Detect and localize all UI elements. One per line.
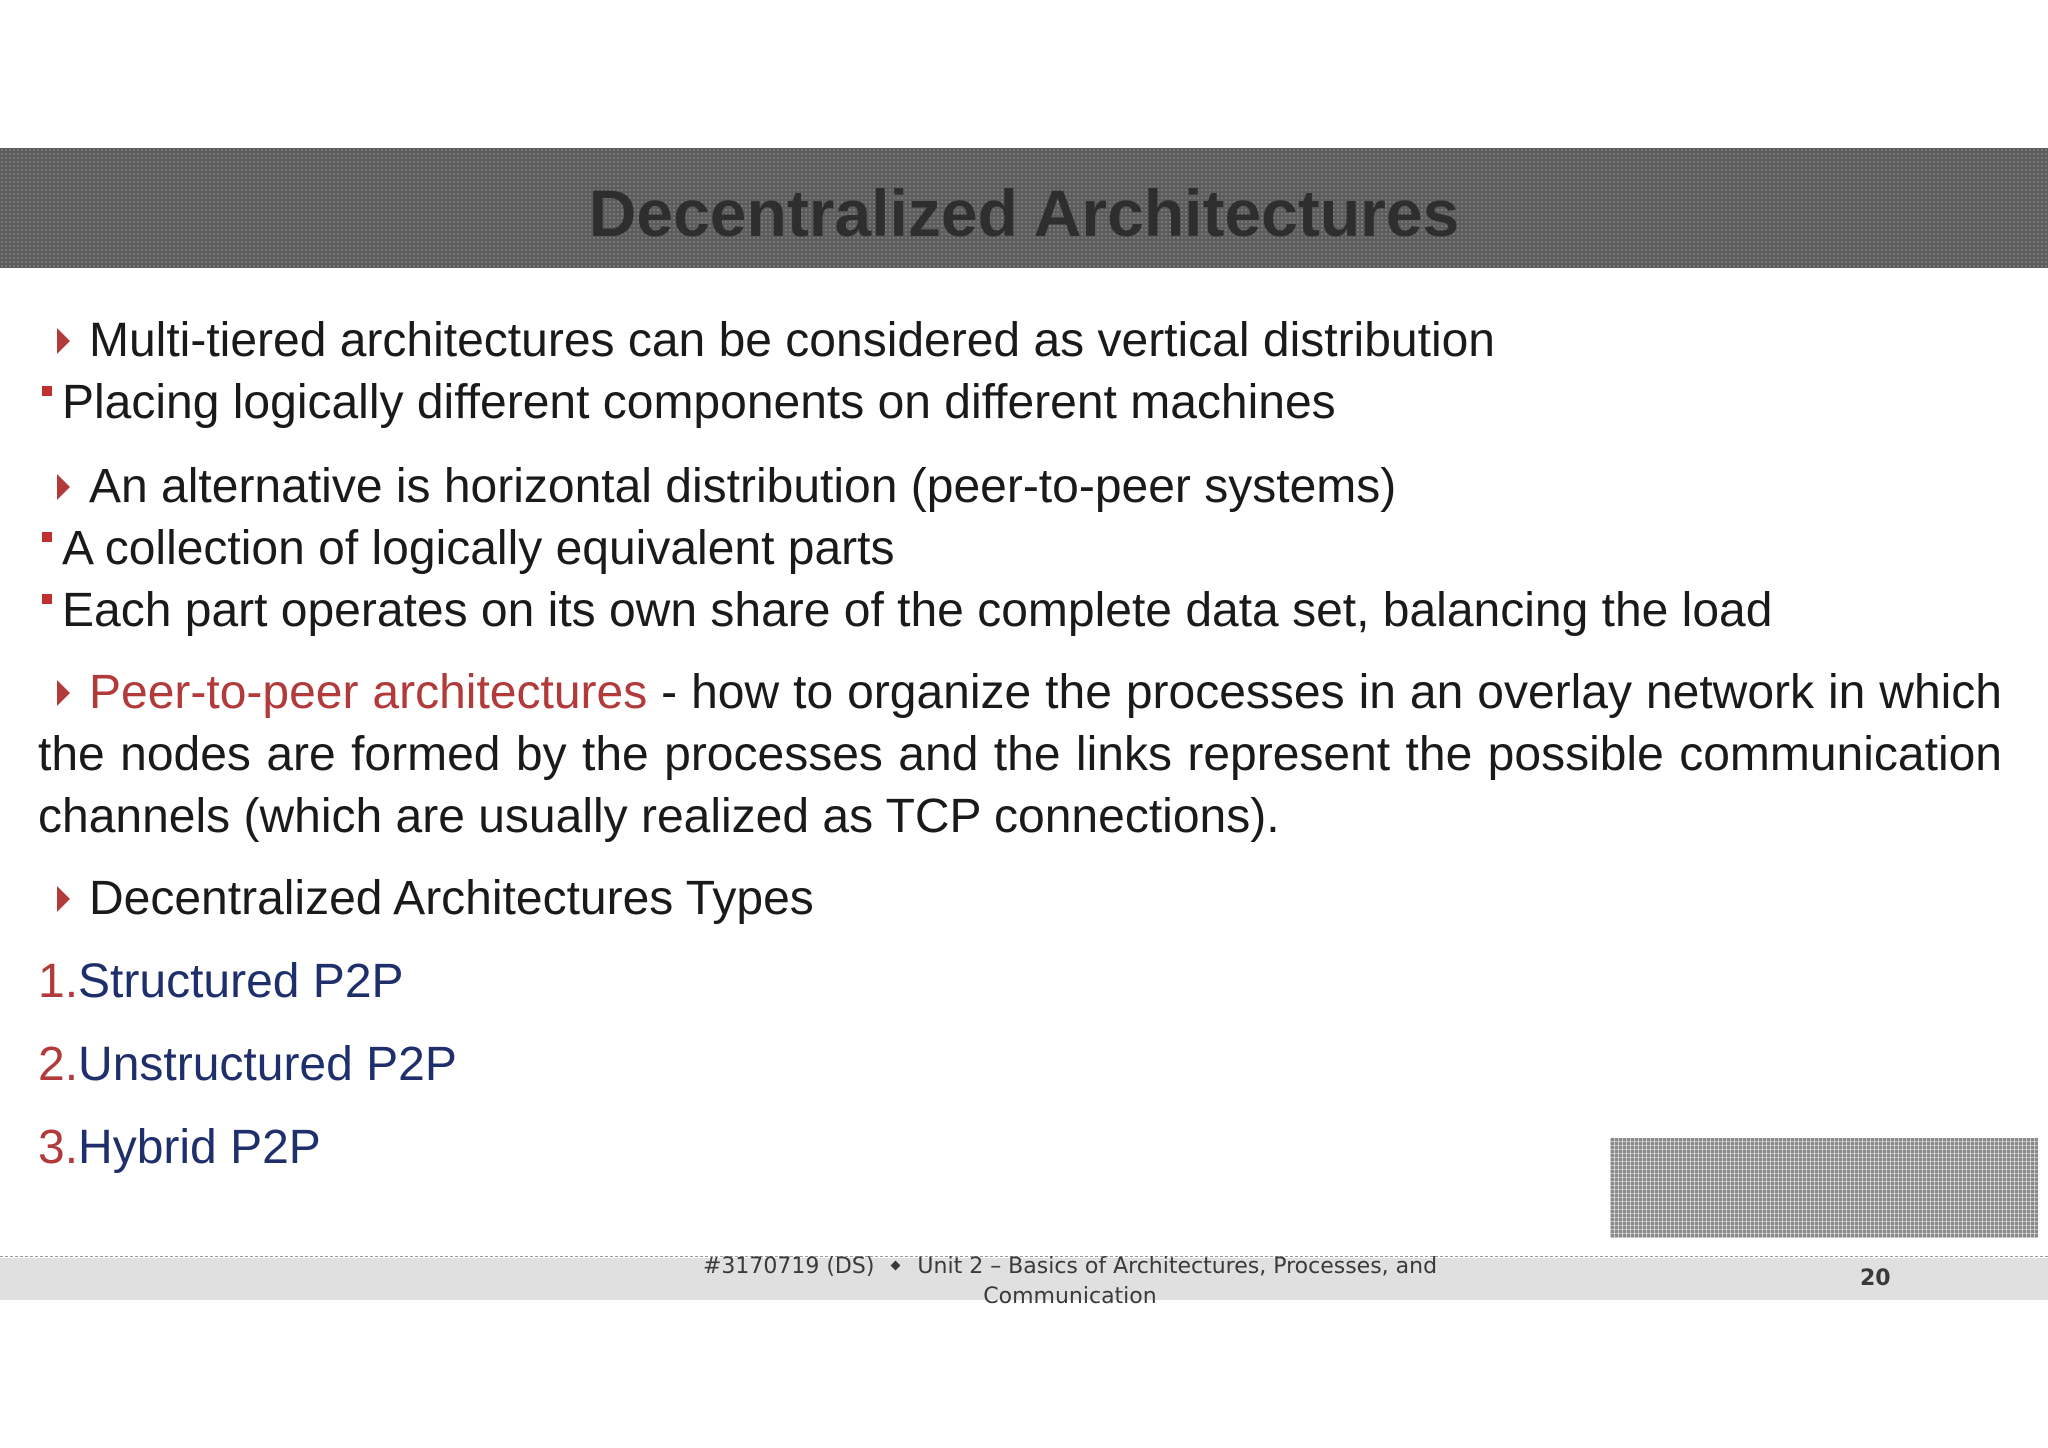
type-item-unstructured: [38, 1034, 2002, 1096]
bullet-arrow-icon: [57, 474, 70, 500]
footer-text: [640, 1252, 1500, 1312]
sub-bullet-text: Each part operates on its own share of the complete data set, balancing the load: [62, 584, 1773, 637]
sub-bullet-equivalent-parts: [38, 518, 2002, 580]
bullet-p2p-architectures: [38, 662, 2002, 848]
type-number: 1.: [38, 955, 79, 1008]
bullet-text: Decentralized Architectures Types: [89, 872, 814, 925]
sub-bullet-different-machines: [38, 372, 2002, 434]
footer-line-1: [640, 1252, 1500, 1282]
type-label: Hybrid P2P: [78, 1121, 321, 1174]
embedded-image-placeholder: [1610, 1138, 2038, 1238]
p2p-highlight: Peer-to-peer architectures: [89, 666, 648, 719]
bullet-architecture-types: [38, 868, 2002, 930]
slide-title: Decentralized Architectures: [588, 176, 1460, 250]
bullet-square-icon: [42, 594, 52, 604]
bullet-square-icon: [42, 532, 52, 542]
bullet-arrow-icon: [57, 680, 70, 706]
bullet-arrow-icon: [57, 328, 70, 354]
p2p-description: - how to organize the processes in an overlay network in which the nodes are formed by the processes and the links represent the possible communication channels (which are usually realized as TCP connections).: [38, 666, 2002, 843]
type-label: Unstructured P2P: [78, 1038, 457, 1091]
bullet-arrow-icon: [57, 886, 70, 912]
bullet-vertical-distribution: [38, 310, 2002, 372]
type-item-structured: [38, 951, 2002, 1013]
diamond-separator-icon: [891, 1261, 901, 1271]
footer-line-2: Communication: [983, 1284, 1157, 1309]
title-bar: [0, 148, 2048, 268]
slide-content: [38, 310, 2002, 1179]
page-number: 20: [1860, 1266, 1891, 1291]
sub-bullet-text: A collection of logically equivalent parts: [62, 522, 895, 575]
type-number: 2.: [38, 1038, 79, 1091]
bullet-square-icon: [42, 386, 52, 396]
bullet-text: Multi-tiered architectures can be considered as vertical distribution: [89, 314, 1495, 367]
sub-bullet-text: Placing logically different components on different machines: [62, 376, 1336, 429]
course-code: #3170719 (DS): [702, 1254, 875, 1279]
type-number: 3.: [38, 1121, 79, 1174]
bullet-text: An alternative is horizontal distribution (peer-to-peer systems): [89, 460, 1397, 513]
sub-bullet-balancing-load: [38, 580, 2002, 642]
type-label: Structured P2P: [78, 955, 404, 1008]
unit-title: Unit 2 – Basics of Architectures, Processes, and: [917, 1254, 1438, 1279]
bullet-horizontal-distribution: [38, 456, 2002, 518]
